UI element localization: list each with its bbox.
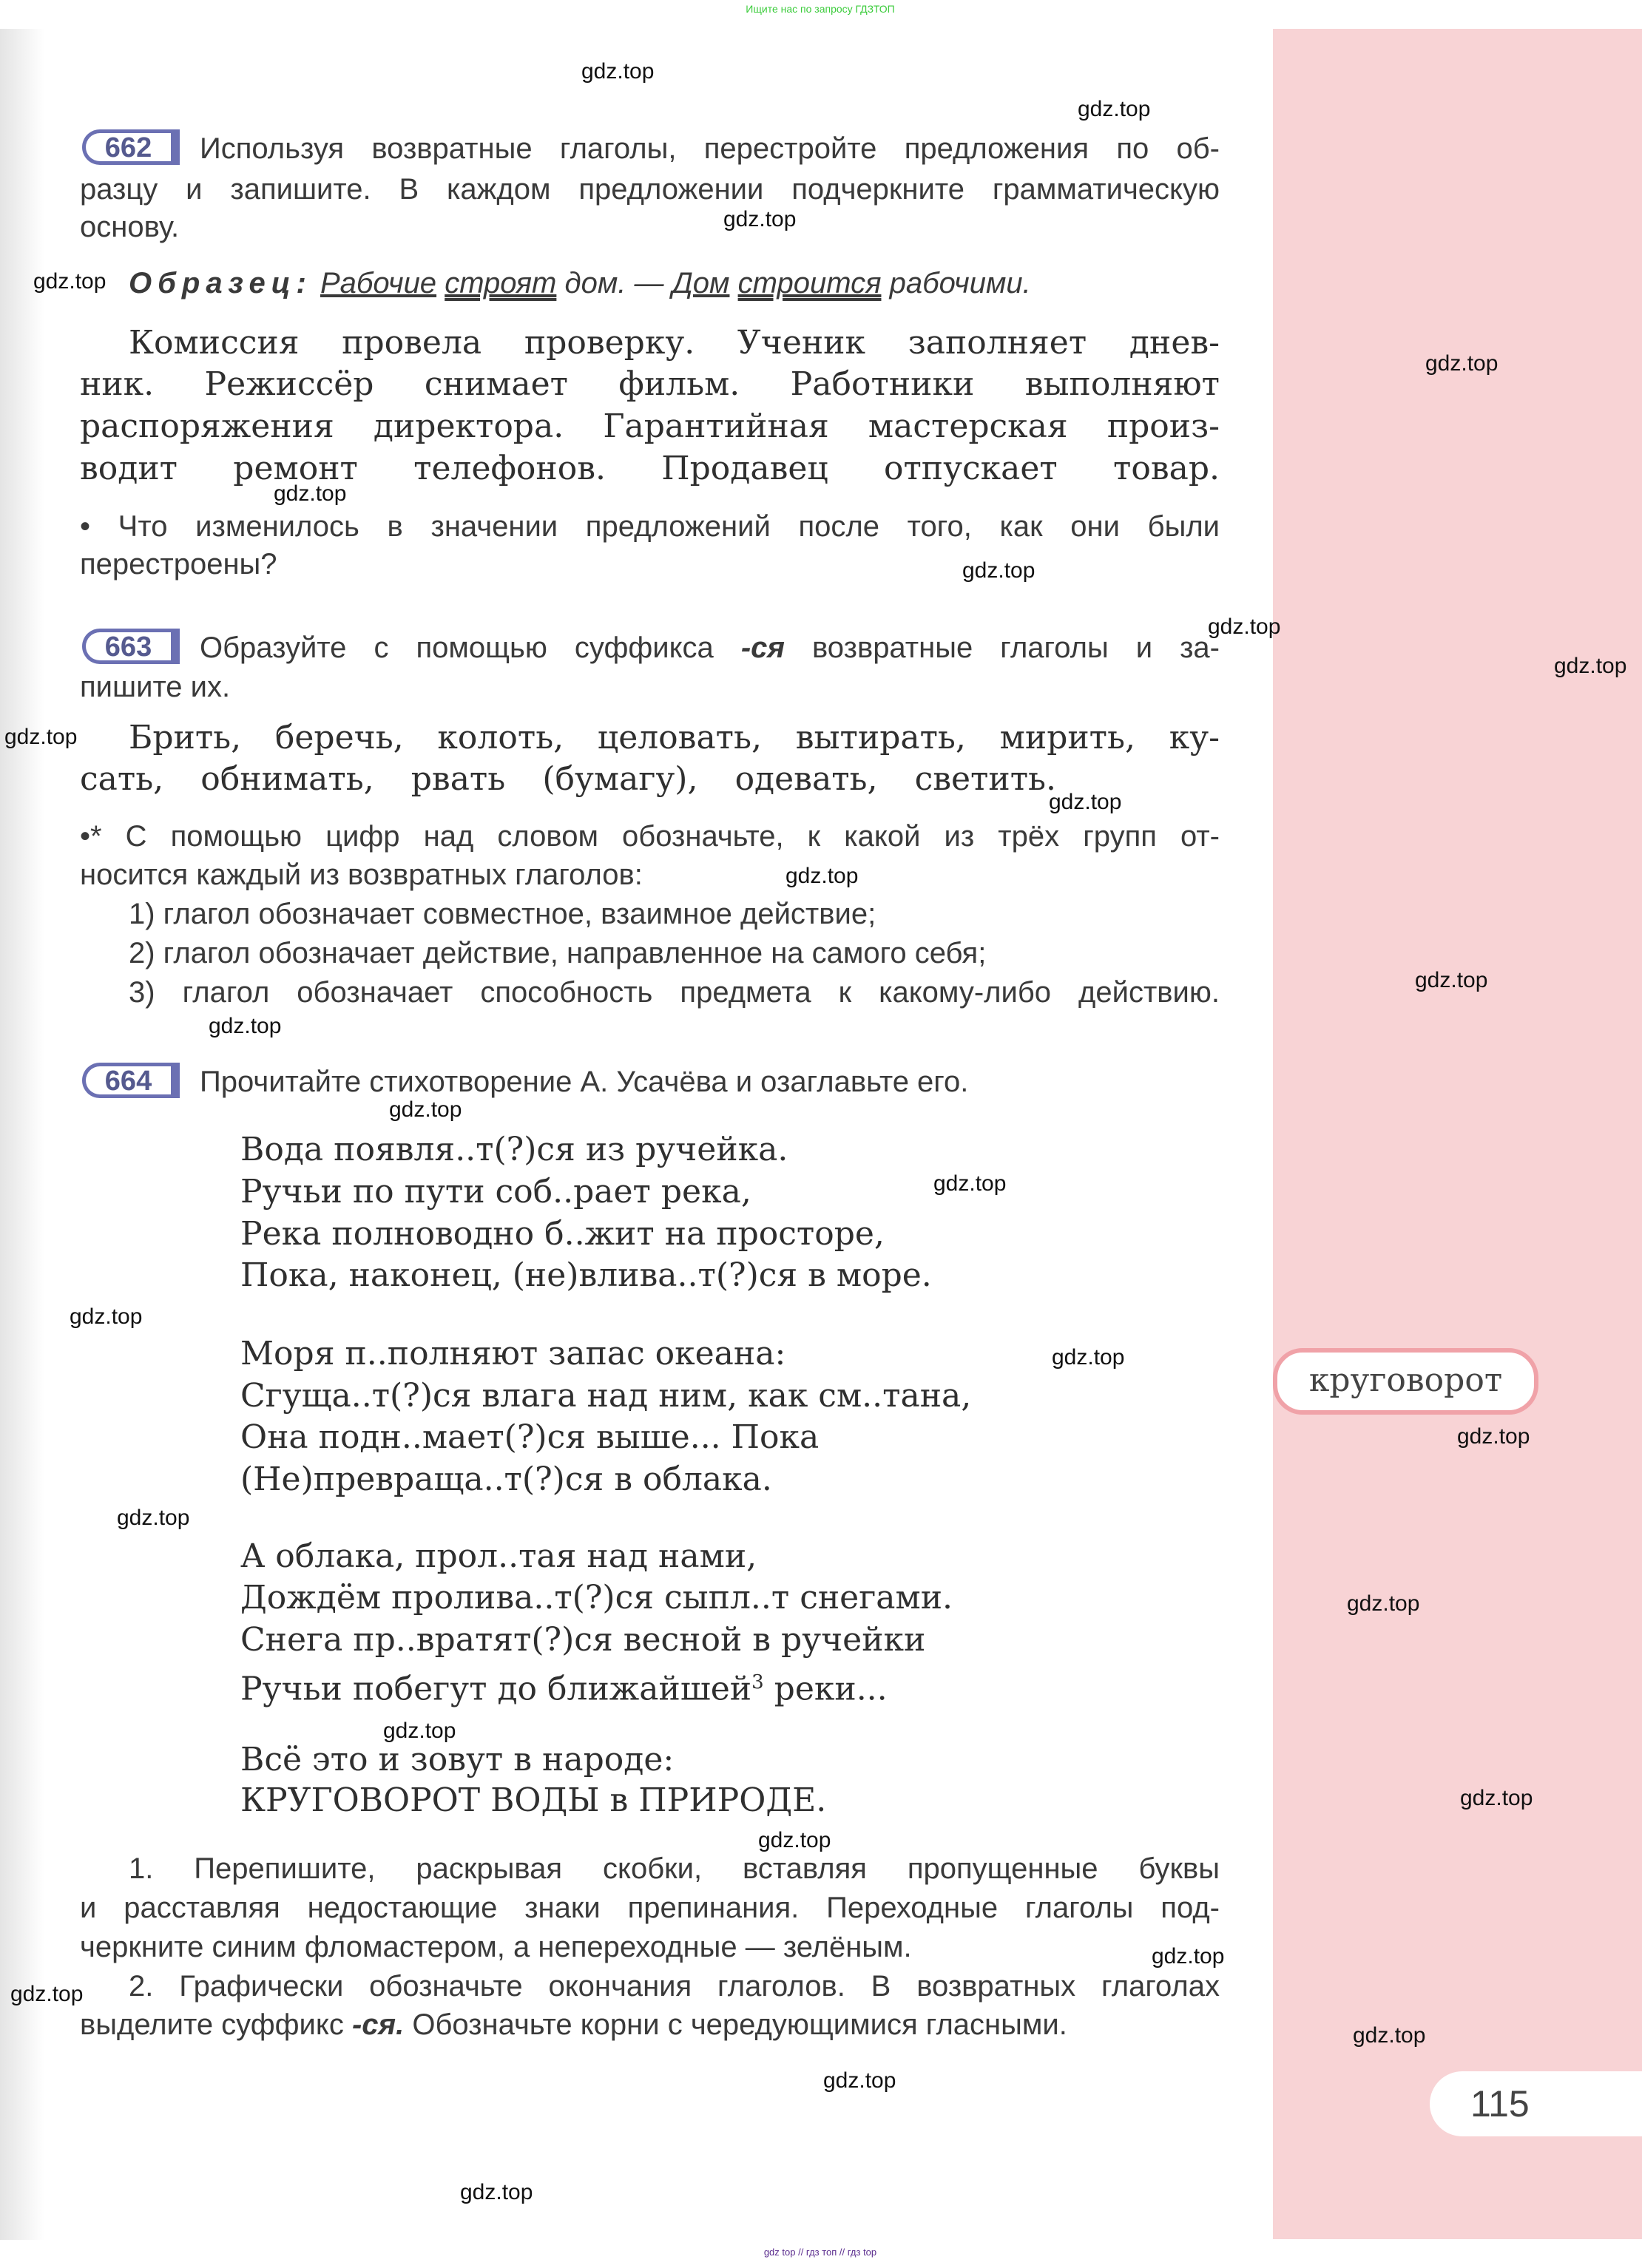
poem-text: реки...	[774, 1670, 888, 1708]
exercise-text-line: Брить, беречь, колоть, целовать, вытирать, мирить, ку-	[129, 719, 1220, 756]
suffix: -ся.	[351, 2008, 405, 2041]
question-line: •* С помощью цифр над словом обозначьте, к какой из трёх групп от-	[80, 820, 1220, 853]
watermark: gdz.top	[70, 1304, 143, 1329]
sample-line	[129, 264, 1031, 302]
watermark: gdz.top	[4, 725, 78, 749]
task-text: Образуйте с помощью суффикса	[200, 632, 714, 664]
suffix: -ся	[740, 632, 785, 664]
poem-line: КРУГОВОРОТ ВОДЫ в ПРИРОДЕ.	[240, 1781, 827, 1819]
poem-line: Она подн..мает(?)ся выше... Пока	[240, 1418, 820, 1456]
sample-subject-2: Дом	[672, 267, 730, 299]
task-line	[200, 629, 1220, 667]
exercise-text-line: Комиссия провела проверку. Ученик заполняет днев-	[129, 324, 1220, 362]
watermark: gdz.top	[823, 2068, 896, 2093]
task-line: 1. Перепишите, раскрывая скобки, вставляя пропущенные буквы	[129, 1852, 1220, 1885]
watermark: gdz.top	[389, 1097, 462, 1122]
exercise-number-663: 663	[82, 629, 180, 664]
exercise-text-line: распоряжения директора. Гарантийная мастерская произ-	[80, 407, 1220, 445]
task-line: Прочитайте стихотворение А. Усачёва и озаглавьте его.	[200, 1066, 969, 1098]
task-line: 2. Графически обозначьте окончания глаголов. В возвратных глаголах	[129, 1970, 1220, 2003]
watermark: gdz.top	[723, 207, 797, 231]
watermark: gdz.top	[1208, 615, 1281, 639]
exercise-text-line: сать, обнимать, рвать (бумагу), одевать, светить.	[80, 760, 1056, 798]
sample-text-2: рабочими.	[889, 267, 1031, 299]
group-item: 1) глагол обозначает совместное, взаимное действие;	[129, 898, 876, 930]
poem-line: (Не)превраща..т(?)ся в облака.	[240, 1460, 772, 1498]
watermark: gdz.top	[933, 1171, 1007, 1196]
sample-text: дом. —	[564, 267, 664, 299]
page-edge-shadow	[0, 29, 44, 2240]
task-line: и расставляя недостающие знаки препинания. Переходные глаголы под-	[80, 1892, 1220, 1924]
exercise-text-line: водит ремонт телефонов. Продавец отпускает товар.	[80, 450, 1220, 487]
poem-line: Ручьи по пути соб..рает река,	[240, 1173, 751, 1211]
task-line	[80, 2005, 1067, 2044]
sample-subject: Рабочие	[320, 267, 437, 299]
task-line: основу.	[80, 211, 180, 243]
exercise-text-line: ник. Режиссёр снимает фильм. Работники выполняют	[80, 365, 1220, 403]
watermark: gdz.top	[1415, 968, 1488, 992]
vocabulary-word-box: круговорот	[1273, 1348, 1538, 1415]
watermark: gdz.top	[117, 1506, 190, 1530]
top-note: Ищите нас по запросу ГДЗТОП	[746, 3, 895, 15]
page-number: 115	[1430, 2071, 1642, 2136]
poem-line: Снега пр..вратят(?)ся весной в ручейки	[240, 1621, 926, 1659]
poem-line: Сгуща..т(?)ся влага над ним, как см..тана,	[240, 1377, 972, 1415]
watermark: gdz.top	[1052, 1345, 1125, 1370]
poem-line: А облака, прол..тая над нами,	[240, 1537, 757, 1575]
watermark: gdz.top	[1425, 351, 1499, 376]
poem-text: Ручьи побегут до ближайшей	[240, 1670, 752, 1708]
watermark: gdz.top	[758, 1828, 831, 1852]
question-line: • Что изменилось в значении предложений после того, как они были	[80, 510, 1220, 543]
watermark: gdz.top	[1347, 1591, 1420, 1616]
task-text: возвратные глаголы и за-	[812, 632, 1220, 664]
watermark: gdz.top	[10, 1982, 84, 2006]
watermark: gdz.top	[33, 269, 107, 294]
group-item: 3) глагол обозначает способность предмета к какому-либо действию.	[129, 976, 1220, 1009]
task-line: Используя возвратные глаголы, перестройте предложения по об-	[200, 132, 1220, 165]
sample-predicate: строят	[445, 267, 557, 299]
watermark: gdz.top	[460, 2180, 533, 2204]
watermark: gdz.top	[383, 1719, 456, 1743]
task-text: выделите суффикс	[80, 2008, 344, 2041]
bottom-note: gdz top // гдз топ // гдз top	[763, 2247, 877, 2258]
watermark: gdz.top	[1353, 2023, 1426, 2048]
exercise-number-664: 664	[82, 1063, 180, 1098]
poem-line: Вода появля..т(?)ся из ручейка.	[240, 1131, 788, 1168]
poem-line: Пока, наконец, (не)влива..т(?)ся в море.	[240, 1256, 932, 1294]
watermark: gdz.top	[274, 481, 347, 506]
watermark: gdz.top	[1457, 1424, 1530, 1449]
poem-line: Дождём пролива..т(?)ся сыпл..т снегами.	[240, 1579, 953, 1617]
watermark: gdz.top	[1152, 1944, 1225, 1969]
poem-line: Всё это и зовут в народе:	[240, 1741, 675, 1778]
watermark: gdz.top	[1460, 1786, 1533, 1810]
watermark: gdz.top	[209, 1014, 282, 1038]
watermark: gdz.top	[1078, 97, 1151, 121]
sample-predicate-2: строится	[737, 267, 882, 299]
sample-label: Образец:	[129, 267, 312, 299]
poem-line: Моря п..полняют запас океана:	[240, 1335, 786, 1372]
task-text: Обозначьте корни с чередующимися гласными.	[412, 2008, 1067, 2041]
question-line: носится каждый из возвратных глаголов:	[80, 859, 643, 891]
task-line: черкните синим фломастером, а непереходные — зелёным.	[80, 1931, 912, 1963]
exercise-number-662: 662	[82, 129, 180, 165]
watermark: gdz.top	[1049, 790, 1122, 814]
task-line: разцу и запишите. В каждом предложении подчеркните грамматическую	[80, 173, 1220, 206]
poem-line: Река полноводно б..жит на просторе,	[240, 1215, 885, 1253]
group-item: 2) глагол обозначает действие, направленное на самого себя;	[129, 937, 987, 969]
watermark: gdz.top	[581, 59, 655, 84]
task-line: пишите их.	[80, 671, 231, 703]
watermark: gdz.top	[962, 558, 1035, 583]
stress-mark: 3	[751, 1671, 764, 1693]
question-line: перестроены?	[80, 548, 277, 580]
watermark: gdz.top	[1554, 654, 1627, 678]
watermark: gdz.top	[785, 864, 859, 888]
poem-line	[240, 1662, 888, 1710]
